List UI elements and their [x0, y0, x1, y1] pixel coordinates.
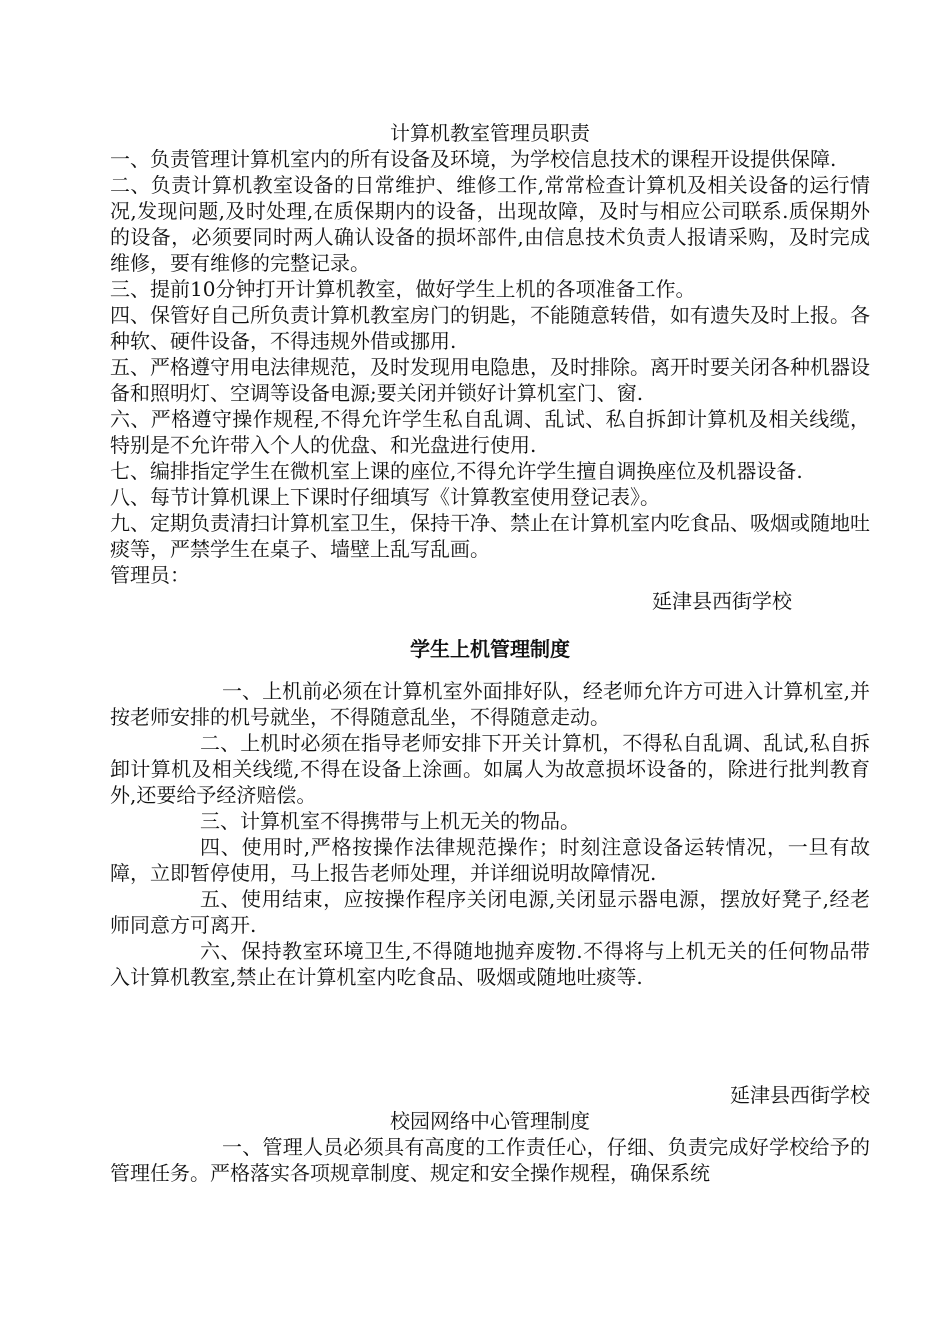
duty-item-4: 四、保管好自己所负责计算机教室房门的钥匙，不能随意转借，如有遗失及时上报。各种软、硬件设备，不得违规外借或挪用. [110, 303, 870, 353]
section2-items [110, 678, 870, 990]
rule-item-3: 三、计算机室不得携带与上机无关的物品。 [200, 809, 580, 833]
school-signature-1: 延津县西街学校 [652, 589, 792, 613]
duty-item-9: 九、定期负责清扫计算机室卫生，保持干净、禁止在计算机室内吃食品、吸烟或随地吐痰等，严禁学生在桌子、墙壁上乱写乱画。 [110, 511, 870, 561]
duty-item-5: 五、严格遵守用电法律规范，及时发现用电隐患，及时排除。离开时要关闭各种机器设备和照明灯、空调等设备电源;要关闭并锁好计算机室门、窗. [110, 355, 870, 405]
document-page [110, 120, 870, 1186]
blank-space [110, 990, 870, 1082]
section3-title: 校园网络中心管理制度 [390, 1109, 590, 1133]
duty-item-2: 二、负责计算机教室设备的日常维护、维修工作,常常检查计算机及相关设备的运行情况,发现问题,及时处理,在质保期内的设备，出现故障，及时与相应公司联系.质保期外的设备，必须要同时两人确认设备的损坏部件,由信息技术负责人报请采购，及时完成维修，要有维修的完整记录。 [110, 173, 870, 275]
duty-item-3: 三、提前10分钟打开计算机教室，做好学生上机的各项准备工作。 [110, 277, 696, 301]
section1-items [110, 146, 870, 562]
section2-title: 学生上机管理制度 [410, 637, 570, 661]
rule-item-1: 一、上机前必须在计算机室外面排好队，经老师允许方可进入计算机室,并按老师安排的机号就坐，不得随意乱坐，不得随意走动。 [110, 679, 870, 729]
network-item-1: 一、管理人员必须具有高度的工作责任心，仔细、负责完成好学校给予的管理任务。严格落实各项规章制度、规定和安全操作规程，确保系统 [110, 1135, 870, 1185]
duty-item-1: 一、负责管理计算机室内的所有设备及环境，为学校信息技术的课程开设提供保障. [110, 147, 837, 171]
rule-item-5: 五、使用结束，应按操作程序关闭电源,关闭显示器电源，摆放好凳子,经老师同意方可离开. [110, 887, 870, 937]
admin-label: 管理员： [110, 563, 190, 587]
rule-item-4: 四、使用时,严格按操作法律规范操作；时刻注意设备运转情况，一旦有故障，立即暂停使用，马上报告老师处理，并详细说明故障情况. [110, 835, 870, 885]
section1-title: 计算机教室管理员职责 [390, 121, 590, 145]
school-signature-2: 延津县西街学校 [730, 1083, 870, 1107]
rule-item-2: 二、上机时必须在指导老师安排下开关计算机，不得私自乱调、乱试,私自拆卸计算机及相关线缆,不得在设备上涂画。如属人为故意损坏设备的，除进行批判教育外,还要给予经济赔偿。 [110, 731, 870, 807]
duty-item-7: 七、编排指定学生在微机室上课的座位,不得允许学生擅自调换座位及机器设备. [110, 459, 803, 483]
duty-item-8: 八、每节计算机课上下课时仔细填写《计算教室使用登记表》。 [110, 485, 660, 509]
rule-item-6: 六、保持教室环境卫生,不得随地抛弃废物.不得将与上机无关的任何物品带入计算机教室,禁止在计算机室内吃食品、吸烟或随地吐痰等. [110, 939, 870, 989]
duty-item-6: 六、严格遵守操作规程,不得允许学生私自乱调、乱试、私自拆卸计算机及相关线缆，特别是不允许带入个人的优盘、和光盘进行使用. [110, 407, 870, 457]
